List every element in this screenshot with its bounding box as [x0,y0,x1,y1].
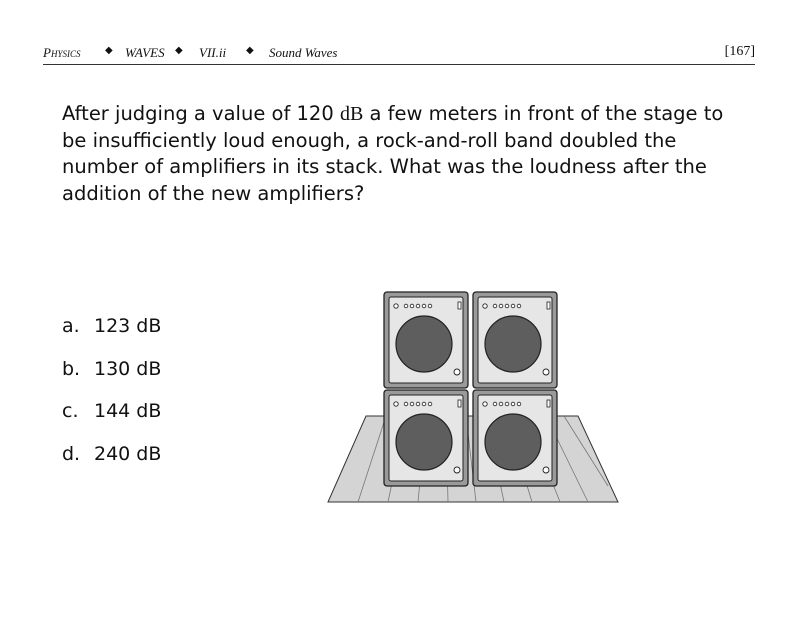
answer-choice-c[interactable] [62,399,161,442]
breadcrumb-section: VII.ii [199,45,227,60]
answer-choice-b[interactable] [62,357,161,400]
question-text-end: a few meters in front of the stage to be insufficiently loud enough, a rock-and-roll band doubled the number of amplifiers in its stack. What was the loudness after the addition of the new amplifiers? [62,102,724,205]
question-unit: dB [339,103,364,125]
choice-letter: a. [62,315,80,337]
page-number: [167] [724,44,755,59]
choice-text: 240 dB [94,442,162,465]
choice-text: 130 dB [94,357,162,380]
breadcrumb-subject: Physics [43,45,81,60]
choice-text: 123 dB [94,315,162,337]
choice-letter: d. [62,442,81,465]
page-header [43,44,755,65]
answer-choices [62,314,161,484]
answer-choice-d[interactable] [62,442,161,485]
bullet-icon: ◆ [246,45,254,56]
amplifier-stack-illustration [326,286,622,508]
bullet-icon: ◆ [175,45,183,56]
question-text-start: After judging a value of 120 [62,102,340,125]
question-text [62,101,752,207]
choice-letter: c. [62,400,79,422]
breadcrumb-topic: Sound Waves [269,45,338,60]
choice-letter: b. [62,357,81,380]
choice-text: 144 dB [94,400,162,422]
breadcrumb-unit: WAVES [125,45,165,60]
bullet-icon: ◆ [105,45,113,56]
answer-choice-a[interactable] [62,314,161,357]
